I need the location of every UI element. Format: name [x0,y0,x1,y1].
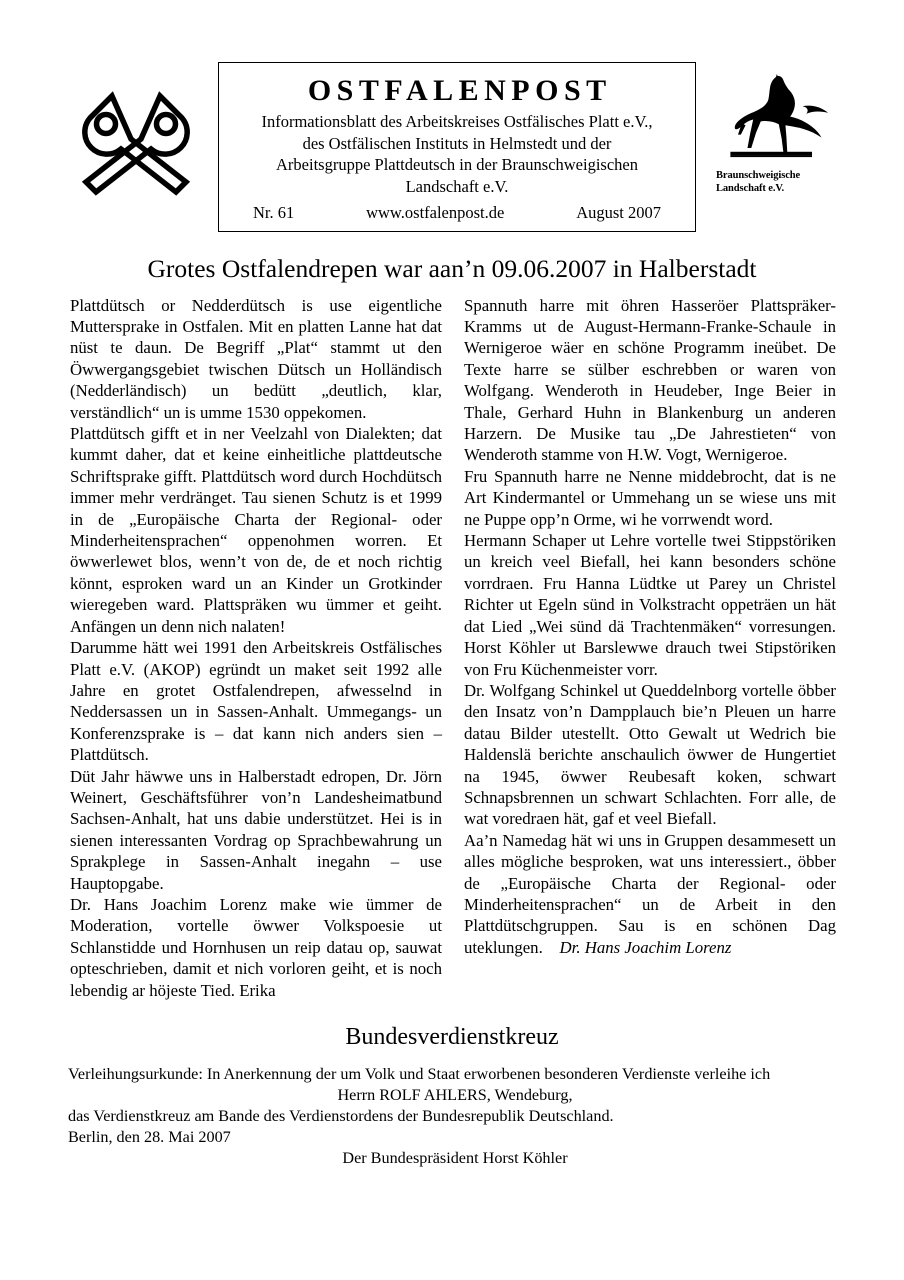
crossed-crosiers-logo [72,84,200,202]
award-section-heading: Bundesverdienstkreuz [345,1024,559,1050]
masthead-subtitle-line-3: Arbeitsgruppe Plattdeutsch in der Braunschweigischen [276,155,638,175]
logo-caption-line-2: Landschaft e.V. [716,182,785,194]
website-url[interactable]: www.ostfalenpost.de [366,203,505,223]
paragraph: Darumme hätt wei 1991 den Arbeitskreis Ostfälisches Platt e.V. (AKOP) egründt un maket seit 1992 alle Jahre en grotet Ostfalendrepen, afwesselnd in Neddersassen un in Sassen-Anhalt. Ummegangs- un Konferenzsprake is – dat kann nich anders sien – Plattdütsch. [70,638,442,765]
braunschweigische-landschaft-logo [714,70,836,196]
article-columns [0,295,904,1001]
paragraph: Dr. Wolfgang Schinkel ut Queddelnborg vortelle öbber den Insatz von’n Dampplauch bie’n Pleuen un harre datau Bilder utestellt. Otto Gewalt ut Wedrich bie Haldenslä berichte anschaulich öwwer de Hungertiet na 1945, öwwer Reubesaft koken, schwart Schnapsbrennen un schwart Schlachten. Forr alle, de wat voredraen hät, gaf et veel Biefall. [464,680,836,829]
paragraph-text: Aa’n Namedag hät wi uns in Gruppen desammesett un alles mögliche besproken, wat uns interessiert., öbber de „Europäische Charta der Regional- oder Minderheitensprachen“ un de Arbeit in den Plattdütschgruppen. Sau is en schönen Dag uteklungen. [464,830,836,957]
award-section [0,1064,904,1169]
award-text: das Verdienstkreuz am Bande des Verdienstordens der Bundesrepublik Deutschland. [68,1106,614,1125]
award-intro: Verleihungsurkunde: In Anerkennung der um Volk und Staat erworbenen besonderen Verdienste verleihe ich [68,1064,771,1083]
issue-info-row [225,203,689,225]
award-place-date: Berlin, den 28. Mai 2007 [68,1127,231,1146]
logo-caption [714,170,836,196]
article-byline: Dr. Hans Joachim Lorenz [559,937,732,957]
article-headline: Grotes Ostfalendrepen war aan’n 09.06.2007 in Halberstadt [147,254,757,283]
paragraph: Fru Spannuth harre ne Nenne middebrocht, dat is ne Art Kindermantel or Ummehang un se wiese uns mit ne Puppe opp’n Orme, wi he vorrwendt word. [464,466,836,529]
masthead-subtitle-line-1: Informationsblatt des Arbeitskreises Ostfälisches Platt e.V., [261,112,653,132]
horse-icon [730,74,828,157]
paragraph: Düt Jahr häwwe uns in Halberstadt edropen, Dr. Jörn Weinert, Geschäftsführer von’n Landesheimatbund Sachsen-Anhalt, hat uns dabie understützet. Hei is in sienen interessanten Vordrag op Sprachbewahrung un Sprakplege in Sassen-Anhalt inegahn – use Hauptopgabe. [70,766,442,893]
issue-date: August 2007 [576,203,661,223]
paragraph: Hermann Schaper ut Lehre vortelle twei Stippstöriken un kreich veel Biefall, hei kann besonders schöne vorrdraen. Fru Hanna Lüdtke ut Parey un Christel Richter ut Egeln sünd in Volkstracht oppeträen un hät dat Lied „Wei sünd dä Trachtenmäken“ vorresungen. Horst Köhler ut Barslewwe drauch twei Stipstöriken von Fru Küchenmeister vorr. [464,531,836,679]
paragraph: Dr. Hans Joachim Lorenz make wie ümmer de Moderation, vortelle öwwer Volkspoesie ut Schlanstidde und Hornhusen un reip datau op, sauwat opteschrieben, damit et nich vorloren geiht, et is noch lebendig ar höjeste Tied. Erika [70,894,442,1000]
article-column-right [464,295,836,1001]
page-title: OSTFALENPOST [307,74,612,107]
award-signatory: Der Bundespräsident Horst Köhler [342,1149,568,1168]
paragraph: Spannuth harre mit öhren Hasseröer Plattspräker-Kramms ut de August-Hermann-Franke-Schaule in Wernigeroe wäer en schöne Programm ineübet. De Texte harre se sülber eschrebben or waren von Wolfgang. Wenderoth in Heudeber, Inge Beier in Thale, Gerhard Huhn in Blankenburg un anderen Harzern. De Musike tau „De Jahrestieten“ von Wenderoth stamme von H.W. Vogt, Wernigeroe. [464,295,836,465]
paragraph: Plattdütsch or Nedderdütsch is use eigentliche Muttersprake in Ostfalen. Mit en platten Lanne hat dat nüst te daun. De Begriff „Plat“ stammt ut den Öwwergangsgebiet twischen Dütsch un Holländisch (Nedderländisch) un bedütt „deutlich, klar, verständlich“ un is umme 1530 oppekomen. [70,295,442,422]
paragraph-with-byline [464,830,836,958]
masthead-title-box [218,62,696,232]
award-recipient: Herrn ROLF AHLERS, Wendeburg, [337,1085,573,1104]
article-column-left [70,295,442,1001]
paragraph: Plattdütsch gifft et in ner Veelzahl von Dialekten; dat kummt daher, dat et keine einheitliche plattdeutsche Schriftsprake gifft. Plattdütsch word durch Hochdütsch immer mehr verdränget. Tau sienen Schutz is et 1999 in de „Europäische Charta der Regional- oder Minderheitensprachen“ oppenohmen worren. Et öwwerlewet blos, wenn’t von de, de et noch richtig könnt, esproken ward un an Kinder un Grotkinder wieregeben ward. Plattspräken wu ümmer et geiht. Anfängen un denn nich nalaten! [70,424,442,636]
issue-number: Nr. 61 [253,203,295,223]
logo-caption-line-1: Braunschweigische [716,170,801,181]
masthead [0,0,904,240]
masthead-subtitle-line-4: Landschaft e.V. [405,176,509,196]
masthead-subtitle-line-2: des Ostfälischen Instituts in Helmstedt und der [302,133,612,153]
